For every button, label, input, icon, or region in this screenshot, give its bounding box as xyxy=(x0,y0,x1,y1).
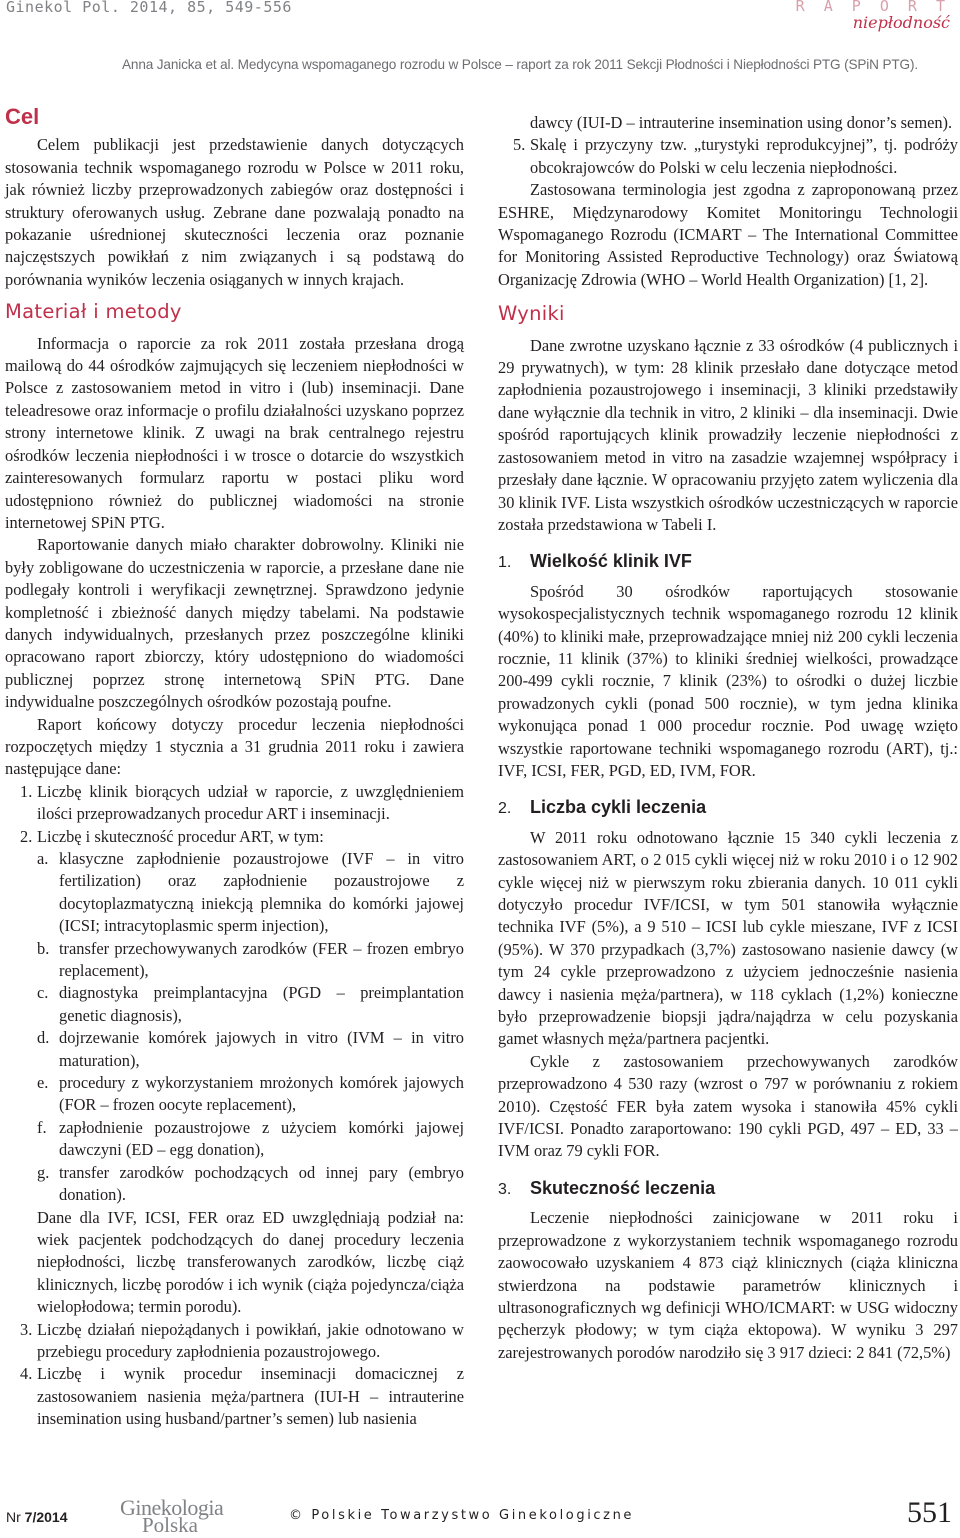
paragraph: Celem publikacji jest przedstawienie danych dotyczących stosowania technik wspomaganego rozrodu w Polsce w 2011 roku, jak również liczby przeprowadzonych zabiegów oraz dostępności i struktury oferowanych usług. Zebrane dane pozwalają ponadto na pokazanie uśrednionej skuteczności leczenia oraz poznanie najczęstszych powikłań z nim związanych i są podstawą do porównania wyników leczenia osiąganych w innych krajach. xyxy=(5,135,464,289)
list-item: 5. Skalę i przyczyny tzw. „turystyki reprodukcyjnej”, tj. podróży obcokrajowców do Polski w celu leczenia niepłodności. xyxy=(513,135,958,177)
sub-list-item: d. dojrzewanie komórek jajowych in vitro (IVM – in vitro maturation), xyxy=(37,1028,464,1070)
sub-list-item: e. procedury z wykorzystaniem mrożonych komórek jajowych (FOR – frozen oocyte replacement), xyxy=(37,1073,464,1115)
paragraph: Cykle z zastosowaniem przechowywanych zarodków przeprowadzono 4 530 razy (wzrost o 797 w porównaniu z rokiem 2010). Częstość FER była zatem wysoka i stanowiła 45% cykli IVF/ICSI. Ponadto zaraportowano: 190 cykli PGD, 497 – ED, 33 – IVM oraz 79 cykli FOR. xyxy=(498,1051,958,1161)
section-title-cel: Cel xyxy=(5,104,40,129)
issue-number: Nr 7/2014 xyxy=(6,1509,68,1525)
article-citation: Anna Janicka et al. Medycyna wspomaganego rozrodu w Polsce – raport za rok 2011 Sekcji Płodności i Niepłodności PTG (SPiN PTG). xyxy=(122,57,918,72)
section-title-results: Wyniki xyxy=(498,302,565,326)
report-topic: niepłodność xyxy=(852,13,950,32)
sub-list-item: c. diagnostyka preimplantacyjna (PGD – preimplantation genetic diagnosis), xyxy=(37,983,464,1025)
paragraph: Informacja o raporcie za rok 2011 została przesłana drogą mailową do 44 ośrodków zajmujących się leczeniem niepłodności w Polsce z zastosowaniem metod in vitro i (lub) inseminacji. Dane teleadresowe oraz informacje o profilu działalności uzyskano poprzez strony internetowe klinik. Z uwagi na brak centralnego rejestru ośrodków leczenia niepłodności i w trosce o dotarcie do wszystkich zainteresowanych formularz raportu w postaci pliku word udostępniono również do publicznej wiadomości na stronie internetowej SPiN PTG. xyxy=(5,333,464,532)
paragraph: Zastosowana terminologia jest zgodna z zaproponowaną przez ESHRE, Międzynarodowy Komitet Monitoringu Technologii Wspomaganego Rozrodu (ICMART – The International Committee for Monitoring Assisted Reproductive Technology) oraz Światową Organizację Zdrowia (WHO – World Health Organization) [1, 2]. xyxy=(498,180,958,289)
list-item: 4. Liczbę i wynik procedur inseminacji domacicznej z zastosowaniem nasienia męża/partnera (IUI-H – intrauterine insemination using husband/partner’s semen) lub nasienia xyxy=(20,1364,464,1429)
journal-ref: Ginekol Pol. 2014, 85, 549-556 xyxy=(6,0,292,16)
list-item: 3. Liczbę działań niepożądanych i powikłań, jakie odnotowano w przebiegu procedury zapłodnienia pozaustrojowego. xyxy=(20,1319,464,1361)
copyright: © Polskie Towarzystwo Ginekologiczne xyxy=(289,1508,635,1523)
sub-list-item: f. zapłodnienie pozaustrojowe z użyciem komórki jajowej dawczyni (ED – egg donation), xyxy=(37,1117,464,1160)
subsection-title-1: 1. Wielkość klinik IVF xyxy=(498,551,692,572)
section-title-methods: Materiał i metody xyxy=(5,300,182,324)
list-continuation: Dane dla IVF, ICSI, FER oraz ED uwzględniają podział na: wiek pacjentek podchodzących do danej procedury leczenia niepłodności, liczbę transferowanych zarodków, liczbę ciąż klinicznych, liczbę porodów i ich wynik (ciąża pojedyncza/ciąża wielopłodowa; termin porodu). xyxy=(37,1207,464,1317)
list-item: dawcy (IUI-D – intrauterine insemination using donor’s semen). xyxy=(530,113,953,132)
right-column xyxy=(498,112,958,1364)
paragraph: Leczenie niepłodności zainicjowane w 2011 roku i przeprowadzone z wykorzystaniem technik wspomaganego rozrodu zaowocowało uzyskaniem 4 873 ciąż klinicznych (ciąża kliniczna stwierdzona na podstawie parametrów klinicznych i ultrasonograficznych wg definicji WHO/ICMART: w USG widoczny pęcherzyk płodowy; w tym ciąża ektopowa). W wyniku 3 297 zarejestrowanych porodów narodziło się 3 917 dzieci: 2 841 (72,5%) xyxy=(498,1208,958,1362)
left-column xyxy=(5,106,464,1431)
sub-list-item: a. klasyczne zapłodnienie pozaustrojowe (IVF – in vitro fertilization) oraz zapłodnienie pozaustrojowe z docytoplazmatyczną iniekcją plemnika do komórki jajowej (ICSI; intracytoplasmic sperm injection), xyxy=(37,849,464,936)
report-type: R A P O R T xyxy=(795,0,950,15)
paragraph: Spośród 30 ośrodków raportujących stosowanie wysokospecjalistycznych technik wspomaganego rozrodu 12 klinik (40%) to kliniki małe, przeprowadzające mniej niż 200 cykli leczenia rocznie, 11 klinik (37%) to kliniki średniej wielkości, prowadzące 200-499 cykli rocznie, 7 klinik (23%) to ośrodki o dużej liczbie prowadzonych cykli (ponad 500 rocznie), w tym jedna klinika wykonująca ponad 1 000 procedur rocznie. Pod uwagę wzięto wszystkie raportowane techniki wspomaganego rozrodu (ART), tj.: IVF, ICSI, FER, PGD, ED, IVM, FOR. xyxy=(498,581,958,780)
paragraph: W 2011 roku odnotowano łącznie 15 340 cykli leczenia z zastosowaniem ART, o 2 015 cykli więcej niż w roku 2010 i o 12 902 cykle więcej niż w pierwszym roku zbierania danych. 10 011 cykli dotyczyło procedur IVF/ICSI, w tym 501 stanowiła wyłącznie technika IVF (5%), a 9 510 – ICSI lub cykle mieszane, IVF z ICSI (95%). W 370 przypadkach (3,7%) zastosowano nasienie dawcy (w tym 24 cykle przeprowadzono z użyciem jednocześnie nasienia dawcy i nasienia męża/partnera), w 118 cyklach (1,2%) konieczne było przeprowadzenie biopsji jądra/najądrza w celu pozyskania gamet własnych męża/partnera pacjentki. xyxy=(498,827,958,1049)
paragraph: Dane zwrotne uzyskano łącznie z 33 ośrodków (4 publicznych i 29 prywatnych), w tym: 28 klinik przesłało dane dotyczące metod zapłodnienia pozaustrojowego i inseminacji, 3 kliniki przedstawiły dane wyłącznie dla technik in vitro, 2 kliniki – dla inseminacji. Dwie spośród raportujących klinik prowadziły leczenie niepłodności z zastosowaniem metod in vitro na zasadzie wzajemnej współpracy i przesłały dane łącznie. W opracowaniu przyjęto zatem wyliczenia dla 30 klinik IVF. Lista wszystkich ośrodków uczestniczących w raporcie została przedstawiona w Tabeli I. xyxy=(498,335,958,534)
paragraph: Raportowanie danych miało charakter dobrowolny. Kliniki nie były zobligowane do uczestniczenia w raporcie, a przesłane dane nie podlegały kontroli i weryfikacji zewnętrznej. Sprawdzono jedynie kompletność i zbieżność danych między tabelami. Na podstawie danych indywidualnych, przesłanych przez poszczególne kliniki opracowano raport zbiorczy, który udostępniono do wiadomości publicznej poprzez stronę internetową SPiN PTG. Dane indywidualne poszczególnych ośrodków pozostają poufne. xyxy=(5,535,464,712)
sub-list-item: b. transfer przechowywanych zarodków (FER – frozen embryo replacement), xyxy=(37,938,464,981)
paragraph: Raport końcowy dotyczy procedur leczenia niepłodności rozpoczętych między 1 stycznia a 31 grudnia 2011 roku i zawiera następujące dane: xyxy=(5,714,464,779)
logo-line-1: Ginekologia xyxy=(120,1495,224,1520)
subsection-title-3: 3. Skuteczność leczenia xyxy=(498,1177,716,1198)
page-number: 551 xyxy=(907,1496,952,1529)
sub-list-item: g. transfer zarodków pochodzących od innej pary (embryo donation). xyxy=(37,1162,464,1205)
list-item: 2. Liczbę i skuteczność procedur ART, w tym: a. klasyczne zapłodnienie pozaustrojowe (IVF – in vitro fertilization) oraz zapłodnienie pozaustrojowe z docytoplazmatyczną iniekcją plemnika do komórki jajowej (ICSI; intracytoplasmic sperm injection), b. transfer przechowywanych zarodków (FER – frozen embryo replacement), c. diagnostyka preimplantacyjna (PGD – preimplantation genetic diagnosis), d. dojrzewanie komórek jajowych in vitro (IVM – in vitro maturation), e. procedury z wykorzystaniem mrożonych komórek jajowych (FOR – frozen oocyte replacement), f. zapłodnienie pozaustrojowe z użyciem komórki jajowej dawczyni (ED – egg donation), g. transfer zarodków pochodzących od innej pary (embryo donation). Dane dla IVF, ICSI, FER oraz ED uwzględniają podział na: wiek pacjentek podchodzących do danej procedury leczenia niepłodności, liczbę transferowanych zarodków, liczbę ciąż klinicznych, liczbę porodów i ich wynik (ciąża pojedyncza/ciąża wielopłodowa; termin porodu). xyxy=(5,826,464,1319)
sub-list xyxy=(37,848,464,1207)
journal-logo xyxy=(120,1495,246,1537)
data-list-continued xyxy=(498,112,958,179)
data-list xyxy=(5,781,464,1431)
logo-line-2: Polska xyxy=(142,1513,199,1537)
subsection-title-2: 2. Liczba cykli leczenia xyxy=(498,797,707,818)
list-item: 1. Liczbę klinik biorących udział w raporcie, z uwzględnieniem ilości przeprowadzanych procedur ART i inseminacji. xyxy=(20,781,464,824)
